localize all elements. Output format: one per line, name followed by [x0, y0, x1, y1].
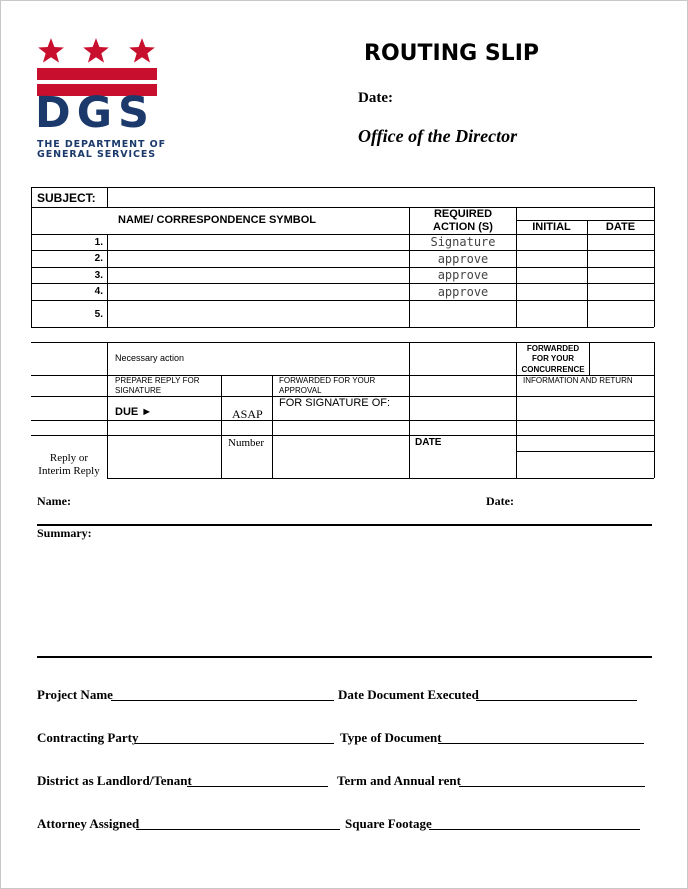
- landlord-tenant-label: District as Landlord/Tenant: [37, 773, 192, 788]
- summary-area[interactable]: [37, 542, 652, 654]
- column-header-name: NAME/ CORRESPONDENCE SYMBOL: [118, 214, 317, 226]
- star-icon: [128, 37, 156, 65]
- row-action: approve: [437, 268, 489, 282]
- column-header-initial: INITIAL: [532, 221, 571, 233]
- term-rent-field[interactable]: [459, 786, 645, 787]
- attorney-field[interactable]: [136, 829, 340, 830]
- project-name-label: Project Name: [37, 687, 113, 702]
- name-divider: [37, 524, 652, 526]
- logo-stripe: [37, 68, 157, 80]
- contracting-party-field[interactable]: [135, 743, 334, 744]
- name-label: Name:: [37, 494, 71, 508]
- row-number: 1.: [94, 237, 103, 248]
- forwarded-concurrence-label-2: FOR YOUR: [531, 354, 575, 363]
- square-footage-label: Square Footage: [345, 816, 432, 831]
- number-label: Number: [228, 437, 265, 449]
- type-of-document-field[interactable]: [438, 743, 644, 744]
- subject-label: SUBJECT:: [37, 191, 96, 205]
- date-label: Date:: [486, 494, 514, 508]
- forwarded-concurrence-label-3: CONCURRENCE: [521, 365, 585, 374]
- asap-label: ASAP: [232, 407, 263, 421]
- row-number: 4.: [94, 286, 103, 297]
- project-name-field[interactable]: [111, 700, 334, 701]
- summary-label: Summary:: [37, 526, 92, 540]
- row-number: 2.: [94, 253, 103, 264]
- date-executed-field[interactable]: [476, 700, 637, 701]
- subject-field[interactable]: [108, 188, 653, 206]
- row-number: 5.: [94, 309, 103, 320]
- information-return-label: INFORMATION AND RETURN: [523, 376, 633, 385]
- necessary-action-label: Necessary action: [115, 353, 185, 363]
- square-footage-field[interactable]: [429, 829, 640, 830]
- forwarded-approval-label-2: APPROVAL: [279, 386, 322, 395]
- logo-department-line2: GENERAL SERVICES: [37, 149, 156, 160]
- contracting-party-label: Contracting Party: [37, 730, 139, 745]
- row-action: approve: [437, 252, 489, 266]
- row-number: 3.: [94, 270, 103, 281]
- forwarded-concurrence-label-1: FORWARDED: [526, 344, 580, 353]
- column-header-required-2: ACTION (S): [433, 221, 493, 233]
- reply-label-2: Interim Reply: [38, 465, 100, 477]
- column-header-required-1: REQUIRED: [433, 208, 493, 220]
- due-label: DUE ►: [115, 406, 153, 418]
- date-executed-label: Date Document Executed: [338, 687, 479, 702]
- office-name: Office of the Director: [358, 126, 518, 146]
- column-header-date: DATE: [605, 221, 636, 233]
- row-action: Signature: [430, 235, 496, 249]
- page-title: ROUTING SLIP: [364, 41, 540, 66]
- for-signature-label: FOR SIGNATURE OF:: [279, 397, 391, 409]
- date-cell-label: DATE: [415, 437, 442, 448]
- prepare-reply-label-1: PREPARE REPLY FOR: [115, 376, 200, 385]
- summary-divider: [37, 656, 652, 658]
- logo-department-line1: THE DEPARTMENT OF: [37, 139, 166, 150]
- term-rent-label: Term and Annual rent: [337, 773, 461, 788]
- row-action: approve: [437, 285, 489, 299]
- star-icon: [37, 37, 65, 65]
- reply-label-1: Reply or: [49, 452, 89, 464]
- header-date-label: Date:: [358, 90, 393, 106]
- landlord-tenant-field[interactable]: [187, 786, 328, 787]
- prepare-reply-label-2: SIGNATURE: [115, 386, 162, 395]
- forwarded-approval-label-1: FORWARDED FOR YOUR: [279, 376, 376, 385]
- logo-abbreviation: DGS: [35, 88, 155, 138]
- star-icon: [82, 37, 110, 65]
- type-of-document-label: Type of Document: [340, 730, 442, 745]
- attorney-label: Attorney Assigned: [37, 816, 140, 831]
